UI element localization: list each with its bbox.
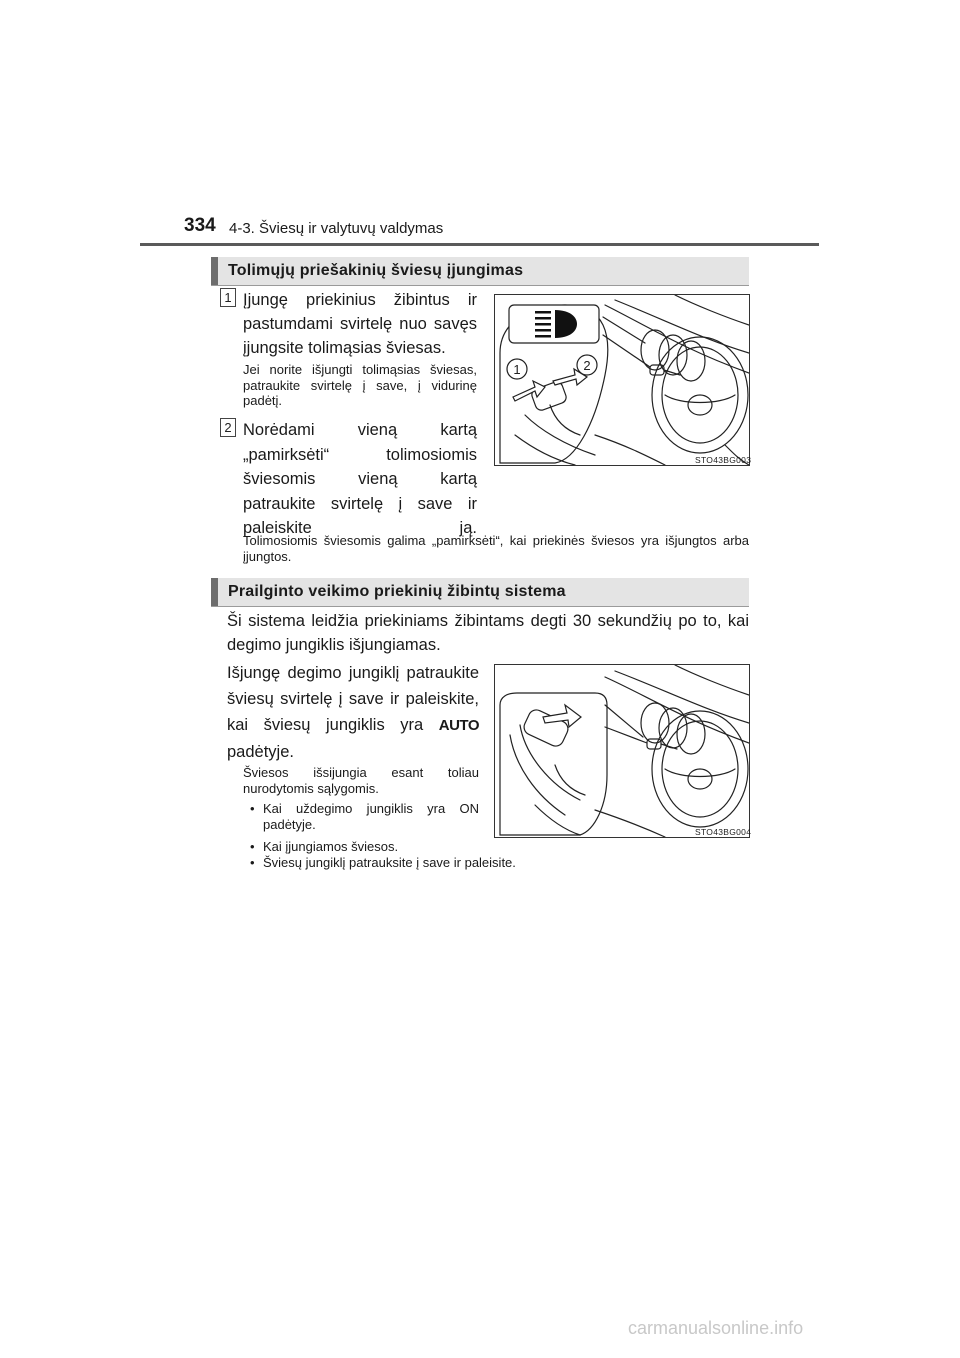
section-heading-extended-headlights: Prailginto veikimo priekinių žibintų sistema [211,578,749,606]
high-beam-indicator-box [509,305,599,343]
section-2-intro: Ši sistema leidžia priekiniams žibintams degti 30 sekundžių po to, kai degimo jungiklis išjungiamas. [227,612,749,654]
figure-headlight-lever-high-beam [494,294,750,466]
section-heading-underline [211,285,749,286]
page-number: 334 [184,215,216,236]
section-heading-high-beam: Tolimųjų priešakinių šviesų įjungimas [211,257,749,285]
figure-headlight-lever-pull [494,664,750,838]
step-number-2: 2 [220,418,236,437]
figure-callout-1: 1 [513,362,521,377]
list-item: • Kai uždegimo jungiklis yra ON padėtyje. [243,801,479,832]
step-1-note: Jei norite išjungti tolimąsias šviesas, patraukite svirtelę į save, į vidurinę padėtį. [243,362,477,408]
figure-callout-2: 2 [583,358,591,373]
figure-code-1: STO43BG003 [695,455,752,465]
step-1-text: Įjungę priekinius žibintus ir pastumdami svirtelę nuo savęs įjungsite tolimąsias šviesas. [243,291,477,357]
auto-position-label: AUTO [438,717,479,734]
conditions-list-a [243,801,479,832]
watermark: carmanualsonline.info [628,1318,804,1338]
list-item: • Šviesų jungiklį patrauksite į save ir paleisite. [243,855,749,871]
figure-code-2: STO43BG004 [695,827,752,837]
section-heading-underline-2 [211,606,749,607]
instruction-text-end: padėtyje. [227,743,294,761]
step-2-text: Norėdami vieną kartą „pamirksėti“ tolimosiomis šviesomis vieną kartą patraukite svirtelę į save ir paleiskite ją. [243,421,477,537]
chapter-title: 4-3. Šviesų ir valytuvų valdymas [229,220,444,237]
step-number-1: 1 [220,288,236,307]
conditions-list-b [243,839,749,870]
instruction-text: Išjungę degimo jungiklį patraukite šviesų svirtelę į save ir paleiskite, kai šviesų jungiklis yra [227,664,479,734]
flash-note: Tolimosiomis šviesomis galima „pamirksėti“, kai priekinės šviesos yra išjungtos arba įjungtos. [243,533,749,564]
header-divider [140,243,819,246]
section-2-note: Šviesos išsijungia esant toliau nurodytomis sąlygomis. [243,765,479,796]
section-2-instruction [227,660,479,765]
list-item: • Kai įjungiamos šviesos. [243,839,749,855]
